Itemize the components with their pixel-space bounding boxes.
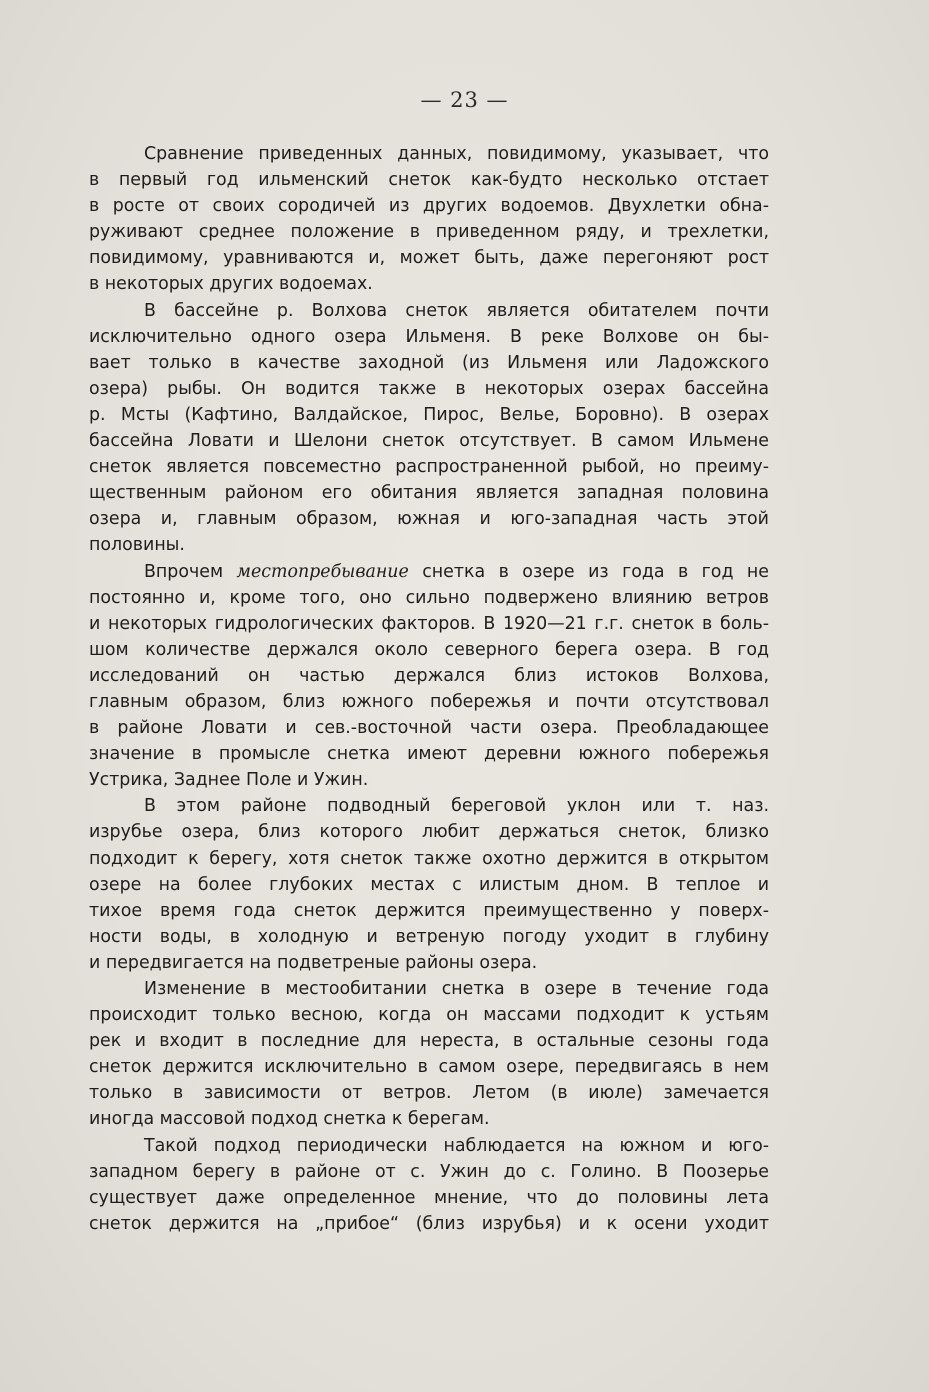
text-line: бассейна Ловати и Шелони снеток отсутствует. В самом Ильмене [89, 431, 769, 452]
text-line: и передвигается на подветреные районы озера. [89, 952, 538, 973]
text-line: В бассейне р. Волхова снеток является обитателем почти [144, 300, 769, 321]
text-line: Изменение в местообитании снетка в озере в течение года [144, 979, 769, 999]
text-line: подходит к берегу, хотя снеток также охотно держится в открытом [89, 848, 769, 869]
text-run: Впрочем [144, 561, 237, 582]
text-line: только в зависимости от ветров. Летом (в июле) замечается [89, 1083, 769, 1104]
text-line: щественным районом его обитания является западная половина [89, 483, 769, 504]
paragraph-4 [89, 793, 769, 976]
text-line: иногда массовой подход снетка к берегам. [89, 1109, 490, 1130]
text-line: озера и, главным образом, южная и юго-западная часть этой [89, 509, 769, 530]
text-line: существует даже определенное мнение, что до половины лета [89, 1187, 769, 1208]
text-line: исключительно одного озера Ильменя. В реке Волхове он бы- [89, 326, 769, 347]
page-number: — 23 — [420, 88, 509, 112]
text-line: рек и входит в последние для нереста, в остальные сезоны года [89, 1031, 769, 1052]
text-line: изрубье озера, близ которого любит держаться снеток, близко [89, 822, 769, 843]
text-line: значение в промысле снетка имеют деревни южного побережья [89, 744, 769, 765]
text-line: вает только в качестве заходной (из Ильменя или Ладожского [89, 352, 769, 373]
paragraph-6 [89, 1133, 769, 1237]
paragraph-3 [89, 559, 769, 794]
paragraph-5 [89, 976, 769, 1133]
text-line: снеток является повсеместно распространенной рыбой, но преиму- [89, 457, 769, 478]
text-line: Устрика, Заднее Поле и Ужин. [89, 770, 369, 791]
text-line: западном берегу в районе от с. Ужин до с. Голино. В Поозерье [89, 1161, 769, 1182]
text-line: руживают среднее положение в приведенном ряду, и трехлетки, [89, 222, 769, 243]
text-line: происходит только весною, когда он массами подходит к устьям [89, 1005, 769, 1026]
text-line: Такой подход периодически наблюдается на южном и юго- [144, 1135, 769, 1156]
text-line: и некоторых гидрологических факторов. В 1920—21 г.г. снеток в боль- [89, 613, 769, 634]
paragraph-1 [89, 141, 769, 298]
text-line: в районе Ловати и сев.-восточной части озера. Преобладающее [89, 718, 769, 739]
text-line: шом количестве держался около северного берега озера. В год [89, 639, 769, 660]
text-line: в росте от своих сородичей из других водоемов. Двухлетки обна- [89, 196, 769, 217]
text-line: озере на более глубоких местах с илистым дном. В теплое и [89, 874, 769, 895]
paragraph-2 [89, 298, 769, 559]
text-line: ности воды, в холодную и ветреную погоду уходит в глубину [89, 926, 769, 947]
text-line: озера) рыбы. Он водится также в некоторых озерах бассейна [89, 378, 769, 399]
text-line: исследований он частью держался близ истоков Волхова, [89, 665, 769, 686]
text-line: снеток держится исключительно в самом озере, передвигаясь в нем [89, 1057, 769, 1078]
text-line [89, 559, 769, 585]
text-line: В этом районе подводный береговой уклон или т. наз. [144, 796, 769, 817]
text-line: р. Мсты (Кафтино, Валдайское, Пирос, Велье, Боровно). В озерах [89, 404, 769, 425]
text-line: в некоторых других водоемах. [89, 274, 373, 295]
body-text [89, 141, 769, 1237]
text-line: повидимому, уравниваются и, может быть, даже перегоняют рост [89, 248, 769, 269]
text-line: в первый год ильменский снеток как-будто несколько отстает [89, 170, 769, 191]
text-line: главным образом, близ южного побережья и почти отсутствовал [89, 691, 769, 712]
text-line: снеток держится на „прибое“ (близ изрубья) и к осени уходит [89, 1213, 769, 1234]
text-line: постоянно и, кроме того, оно сильно подвержено влиянию ветров [89, 587, 769, 608]
text-run: снетка в озере из года в год не [408, 561, 769, 582]
text-line: Сравнение приведенных данных, повидимому, указывает, что [144, 144, 769, 164]
emphasized-word: местопребывание [236, 561, 409, 582]
text-line: половины. [89, 535, 185, 556]
text-line: тихое время года снеток держится преимущественно у поверх- [89, 900, 769, 921]
